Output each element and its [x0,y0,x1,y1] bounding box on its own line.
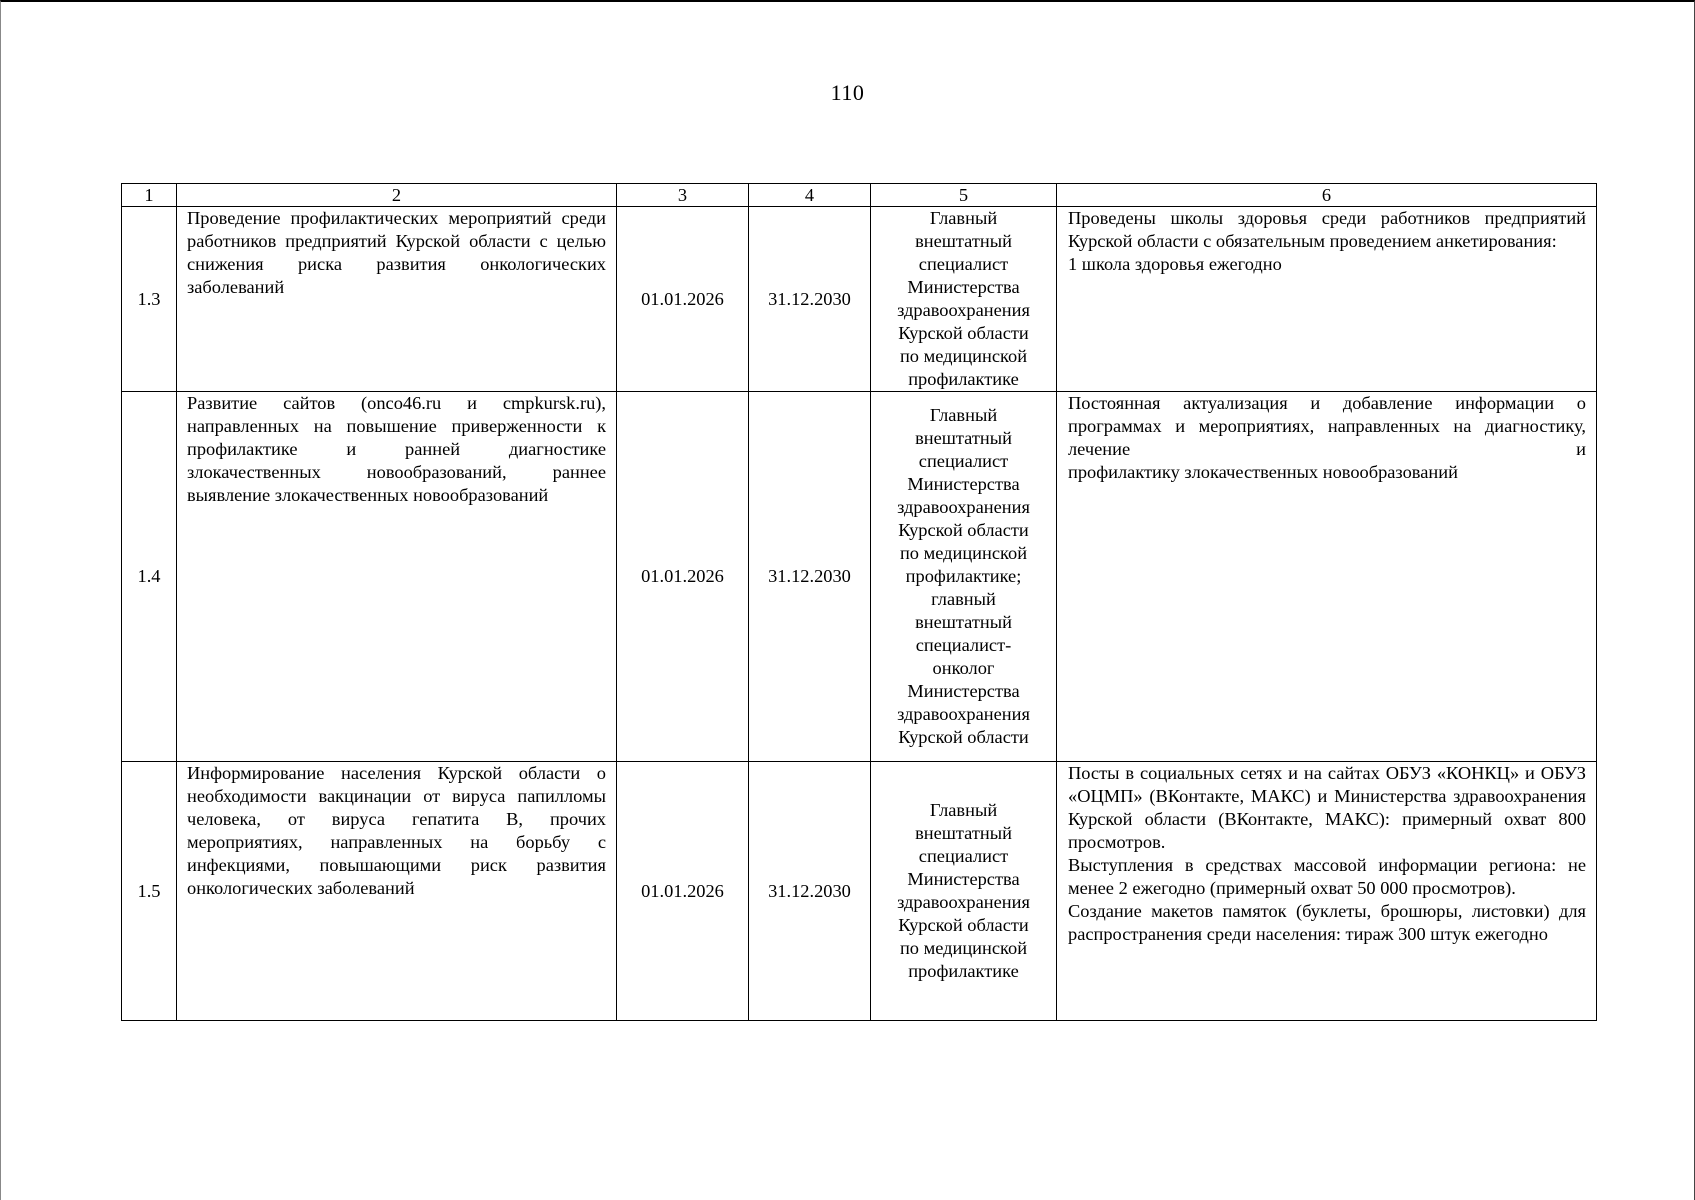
responsible-line: Министерства [907,869,1020,889]
responsible-line: Курской области [898,520,1029,540]
responsible-line: профилактике [908,961,1019,981]
responsible-line: внештатный [915,823,1012,843]
responsible-line: Курской области [898,915,1029,935]
end-date-cell: 31.12.2030 [749,762,871,1021]
result-cell [1057,392,1597,762]
responsible-line: Курской области [898,727,1029,747]
result-cell [1057,762,1597,1021]
row-number: 1.4 [122,392,177,762]
page-number: 110 [830,80,865,105]
result-paragraph: 1 школа здоровья ежегодно [1068,254,1282,274]
table-row [122,392,1597,762]
responsible-line: специалист [918,846,1009,866]
column-header: 1 [122,184,177,207]
responsible-line: профилактике; [905,566,1022,586]
responsible-line: внештатный [915,612,1012,632]
responsible-line: здравоохранения [897,704,1030,724]
responsible-line: Министерства [907,277,1020,297]
table-header-row [122,184,1597,207]
activity-cell: Проведение профилактических мероприятий среди работников предприятий Курской области с целью снижения риска развития онкологических заболеваний [177,207,617,392]
end-date-cell: 31.12.2030 [749,392,871,762]
responsible-line: главный [931,589,996,609]
column-header: 4 [749,184,871,207]
responsible-line: здравоохранения [897,497,1030,517]
result-paragraph: Постоянная актуализация и добавление информации о программах и мероприятиях, направленных на диагностику, лечение и [1068,393,1586,459]
responsible-line: специалист- [915,635,1012,655]
activity-cell: Информирование населения Курской области о необходимости вакцинации от вируса папилломы человека, от вируса гепатита B, прочих мероприятиях, направленных на борьбу с инфекциями, повышающими риск развития онкологических заболеваний [177,762,617,1021]
responsible-line: внештатный [915,231,1012,251]
start-date-cell: 01.01.2026 [617,392,749,762]
column-header: 3 [617,184,749,207]
responsible-line: по медицинской [899,938,1028,958]
activity-cell: Развитие сайтов (onco46.ru и cmpkursk.ru), направленных на повышение приверженности к профилактике и ранней диагностике злокачественных новообразований, раннее выявление злокачественных новообразований [177,392,617,762]
responsible-line: по медицинской [899,543,1028,563]
table-row [122,207,1597,392]
responsible-line: Курской области [898,323,1029,343]
table-row [122,762,1597,1021]
result-paragraph: профилактику злокачественных новообразований [1068,462,1458,482]
responsible-line: специалист [918,254,1009,274]
row-number: 1.5 [122,762,177,1021]
start-date-cell: 01.01.2026 [617,762,749,1021]
row-number: 1.3 [122,207,177,392]
responsible-line: по медицинской [899,346,1028,366]
result-paragraph: Посты в социальных сетях и на сайтах ОБУЗ «КОНКЦ» и ОБУЗ «ОЦМП» (ВКонтакте, МАКС) и Министерства здравоохранения Курской области (ВКонтакте, МАКС): примерный охват 800 просмотров. [1068,763,1586,852]
result-paragraph: Выступления в средствах массовой информации региона: не менее 2 ежегодно (примерный охват 50 000 просмотров). [1068,855,1586,898]
responsible-cell [871,762,1057,1021]
responsible-cell [871,392,1057,762]
responsible-line: Главный [929,800,998,820]
responsible-line: здравоохранения [897,892,1030,912]
start-date-cell: 01.01.2026 [617,207,749,392]
end-date-cell: 31.12.2030 [749,207,871,392]
responsible-line: Главный [929,405,998,425]
responsible-line: Главный [929,208,998,228]
column-header: 5 [871,184,1057,207]
activities-table [121,183,1597,1021]
responsible-line: здравоохранения [897,300,1030,320]
result-paragraph: Создание макетов памяток (буклеты, брошюры, листовки) для распространения среди населения: тираж 300 штук ежегодно [1068,901,1586,944]
responsible-line: Министерства [907,681,1020,701]
responsible-line: внештатный [915,428,1012,448]
result-paragraph: Проведены школы здоровья среди работников предприятий Курской области с обязательным проведением анкетирования: [1068,208,1586,251]
responsible-line: профилактике [908,369,1019,389]
result-cell [1057,207,1597,392]
responsible-line: Министерства [907,474,1020,494]
column-header: 2 [177,184,617,207]
responsible-line: онколог [932,658,995,678]
responsible-line: специалист [918,451,1009,471]
responsible-cell [871,207,1057,392]
column-header: 6 [1057,184,1597,207]
